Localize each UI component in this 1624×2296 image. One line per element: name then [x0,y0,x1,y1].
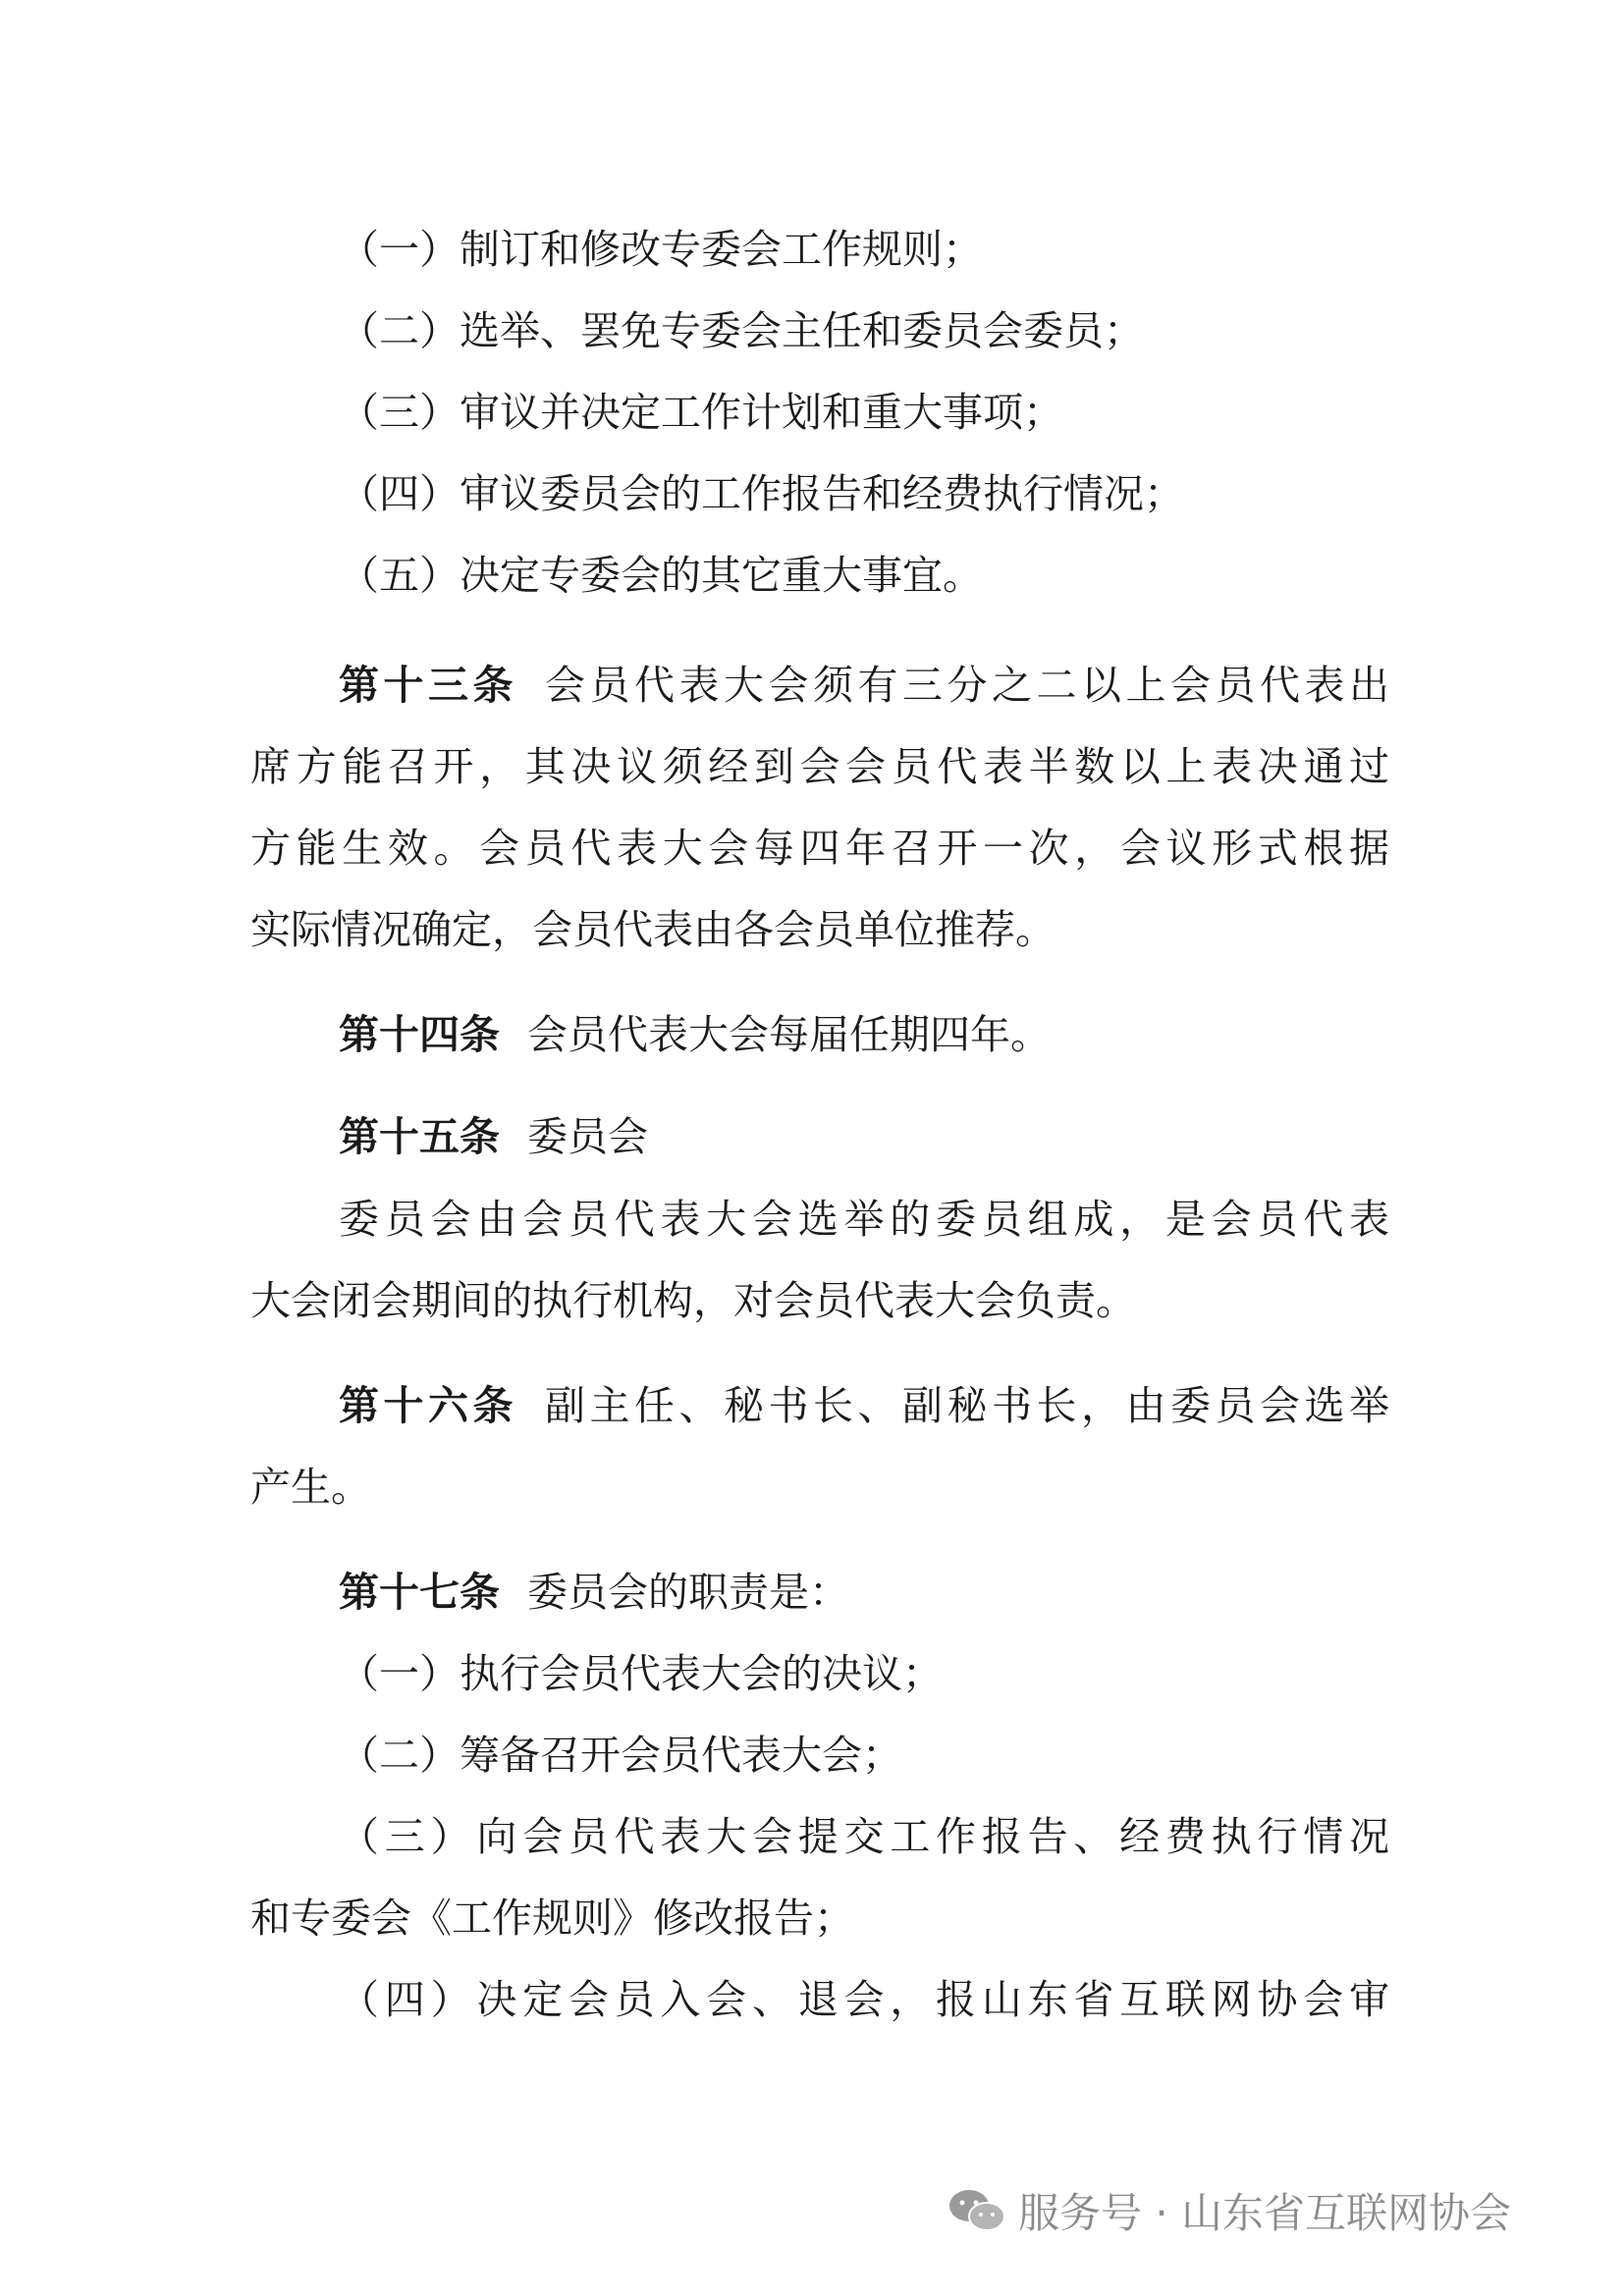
article-14 [339,1007,1389,1062]
paragraph-line: 大会闭会期间的执行机构，对会员代表大会负责。 [250,1277,1136,1324]
watermark-text: 服务号 · 山东省互联网协会 [1018,2189,1512,2237]
article-15 [339,1109,1389,1164]
article-text: 会员代表大会每届任期四年。 [527,1011,1051,1058]
list-item: （二）选举、罢免专委会主任和委员会委员； [339,307,1144,354]
article-text: 副主任、秘书长、副秘书长，由委员会选举 [545,1382,1389,1429]
list-item: （四）决定会员入会、退会，报山东省互联网协会审 [339,1976,1389,2023]
article-13 [339,658,1389,713]
paragraph-line: 实际情况确定，会员代表由各会员单位推荐。 [250,906,1056,953]
list-item: （二）筹备召开会员代表大会； [339,1732,902,1779]
article-label: 第十六条 [339,1382,517,1429]
paragraph-line: 产生。 [250,1464,371,1511]
list-item: （四）审议委员会的工作报告和经费执行情况； [339,470,1184,517]
article-16 [339,1378,1389,1433]
article-label: 第十四条 [339,1011,500,1058]
list-item: （一）执行会员代表大会的决议； [339,1650,943,1697]
article-label: 第十七条 [339,1569,500,1616]
list-item: （三）向会员代表大会提交工作报告、经费执行情况 [339,1813,1389,1860]
paragraph-line: 和专委会《工作规则》修改报告； [250,1895,854,1942]
article-text: 会员代表大会须有三分之二以上会员代表出 [545,662,1389,709]
list-item: （一）制订和修改专委会工作规则； [339,226,983,273]
article-text: 委员会的职责是： [527,1569,849,1616]
article-text: 委员会 [527,1113,648,1160]
article-label: 第十五条 [339,1113,500,1160]
list-item: （五）决定专委会的其它重大事宜。 [339,552,983,599]
wechat-icon [947,2188,1006,2233]
watermark [947,2181,1511,2240]
paragraph-line: 方能生效。会员代表大会每四年召开一次，会议形式根据 [250,825,1389,872]
article-label: 第十三条 [339,662,517,709]
list-item: （三）审议并决定工作计划和重大事项； [339,389,1063,436]
paragraph-line: 席方能召开，其决议须经到会会员代表半数以上表决通过 [250,743,1389,790]
paragraph-line: 委员会由会员代表大会选举的委员组成，是会员代表 [339,1196,1389,1243]
article-17 [339,1565,1389,1620]
